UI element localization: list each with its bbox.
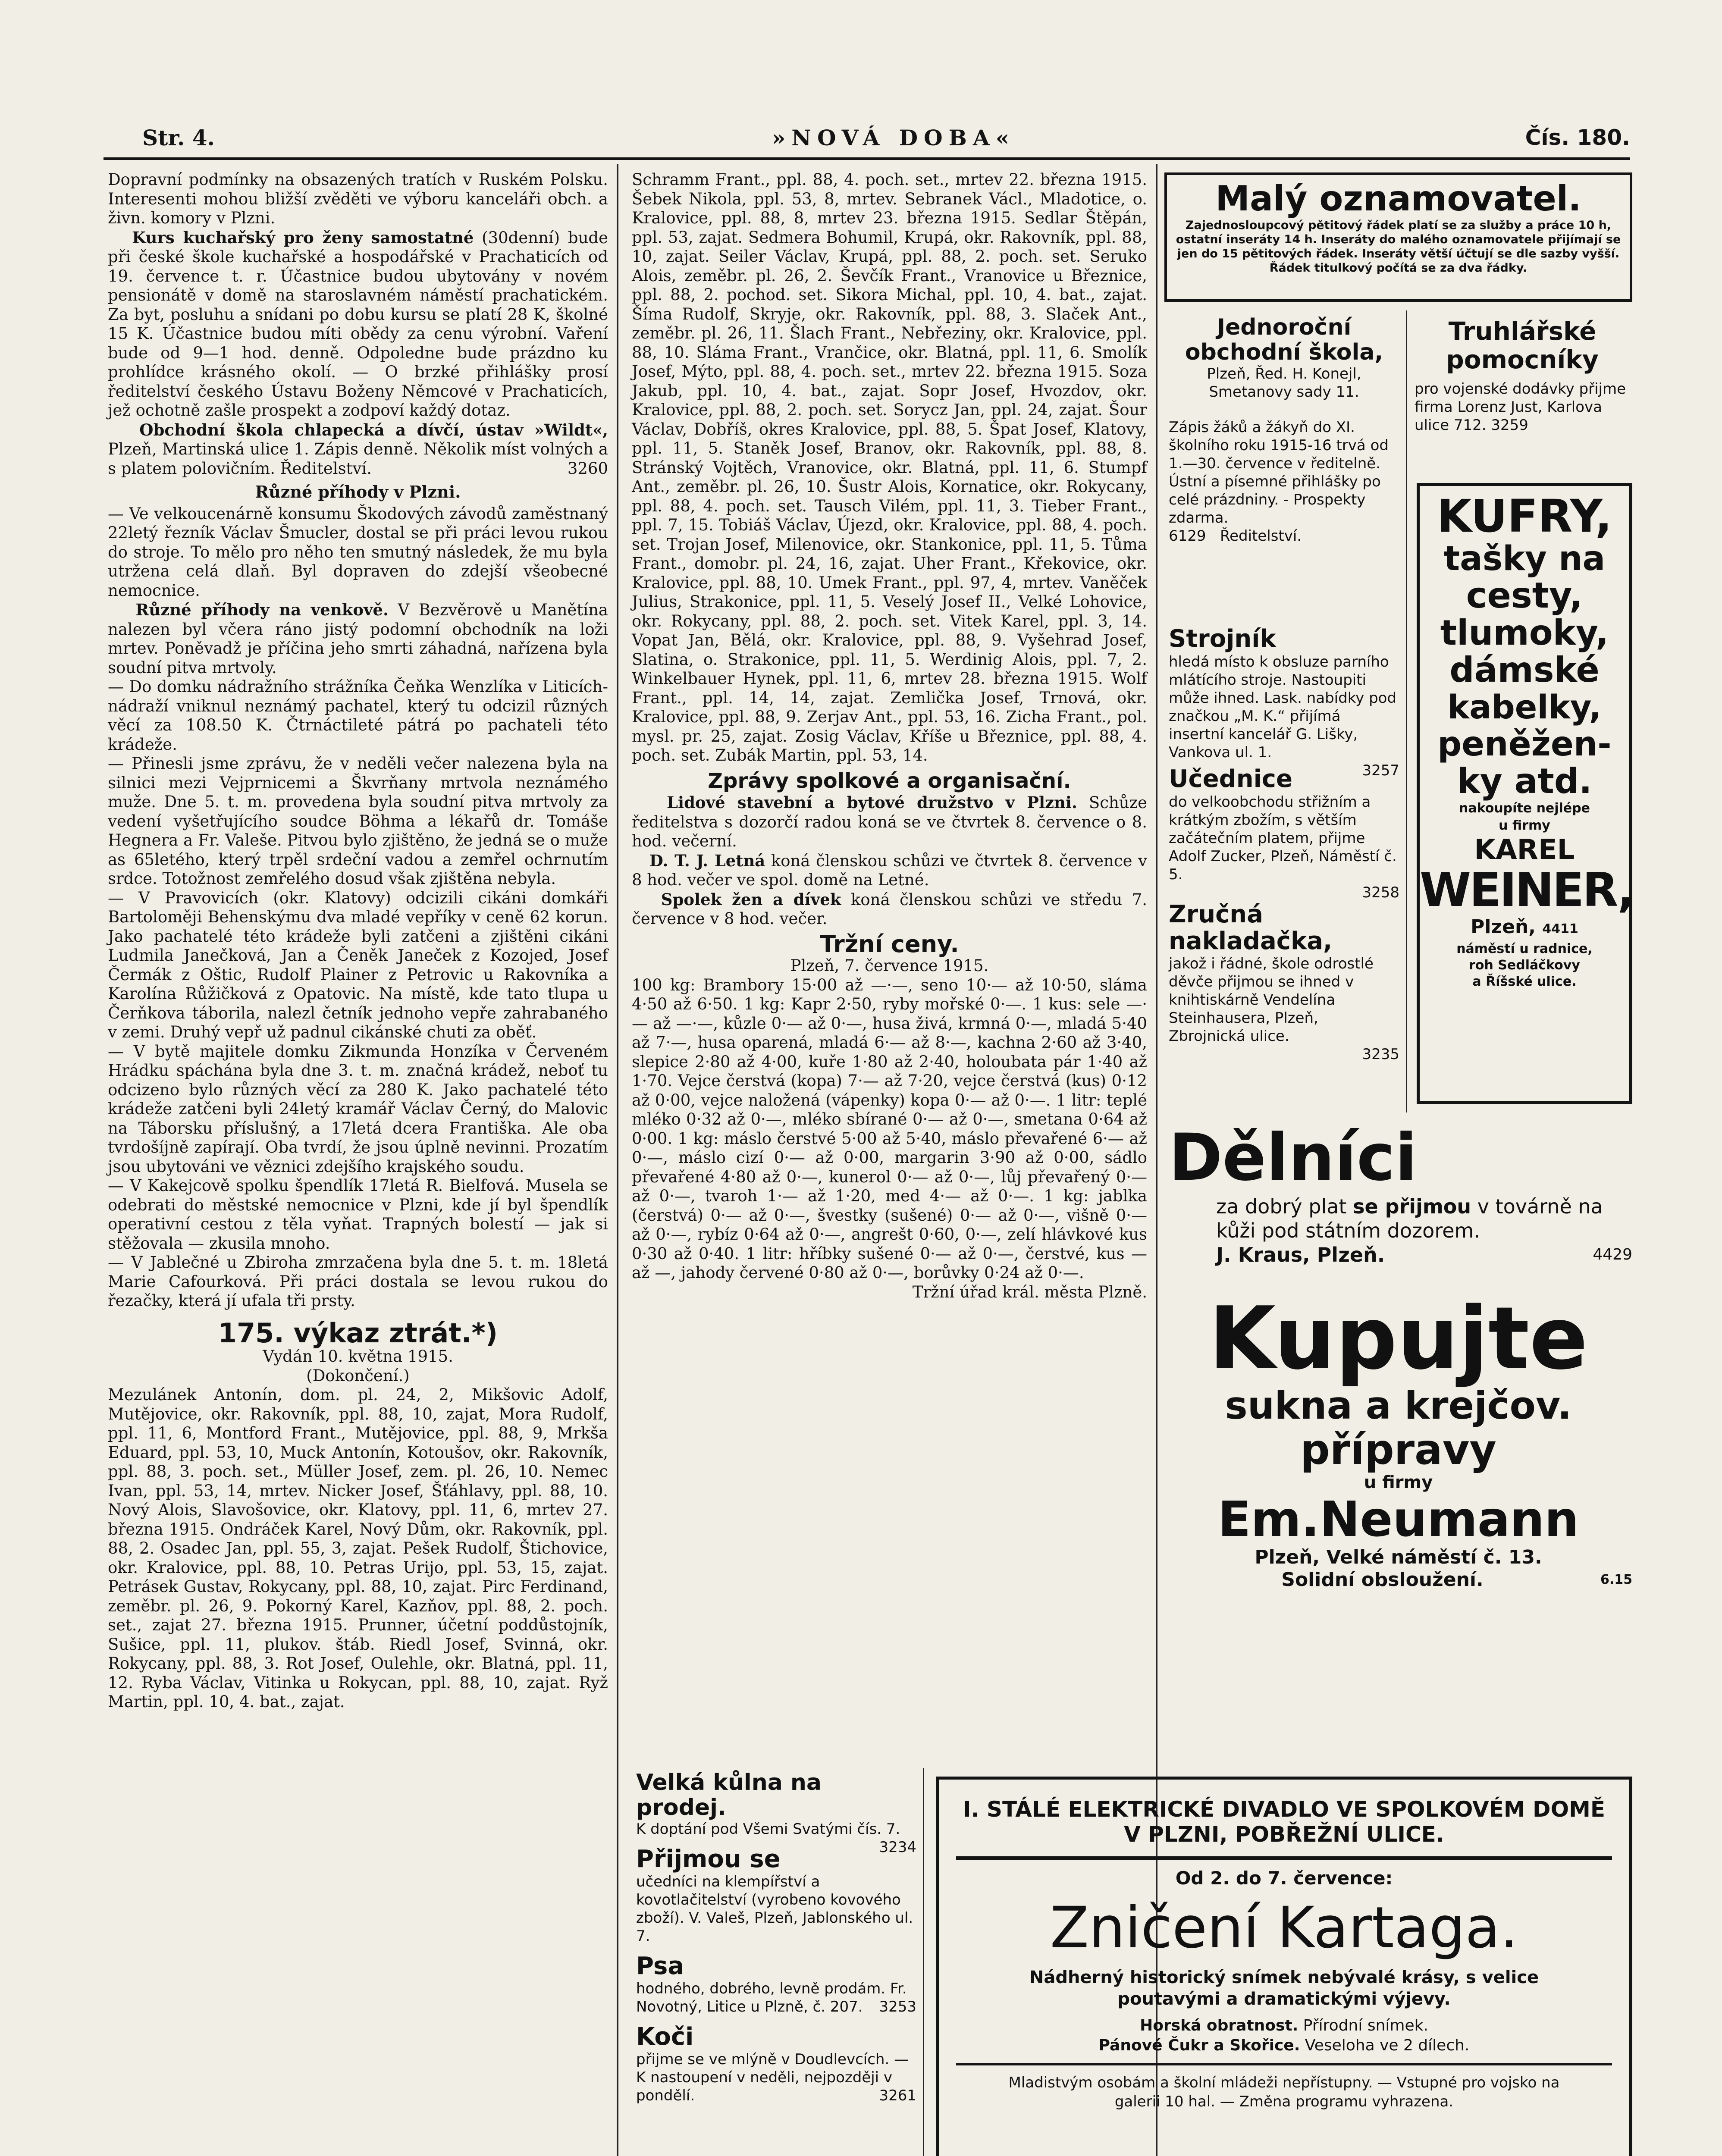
section-heading: Tržní ceny. (820, 930, 959, 958)
ad-cloth-neumann: Kupujte sukna a krejčov. přípravy u firmy Em.Neumann Plzeň, Velké náměstí č. 13. Solidní obsloužení. 6.15 (1208, 1288, 1632, 1591)
article-paragraph: — V Pravovicích (okr. Klatovy) odcizili cikáni domkáři Bartoloměji Behenskýmu dva mladé vepříky v ceně 62 korun. Jako pachatelé této krádeže byli zatčeni a zjištěni cikáni Ludmila Janečková, Jan a Čeněk Janeček z Kozojed, Josef Čermák z Oštic, Rudolf Plainer z Petrovic u Rakovníka a Karolína Růžičková z Opatovic. Na místě, kde tato tlupa u Čerňkova táborila, nalezl četník jednoho vepře zahrabaného v zemi. Druhý vepř už padnul cikánské chuti za oběť. (108, 888, 608, 1041)
page-number: Str. 4. (142, 125, 215, 150)
casualty-list: Mezulánek Antonín, dom. pl. 24, 2, Mikšovic Adolf, Mutějovice, okr. Rakovník, ppl. 88, 10, zajat, Mora Rudolf, ppl. 11, 6, Montford Frant., Mutějovice, ppl. 88, 9, Mrkša Eduard, ppl. 53, 10, Muck Antonín, Kotoušov, okr. Rakovník, ppl. 88, 3. poch. set., Müller Josef, zem. pl. 26, 10. Nemec Ivan, ppl. 53, 14, mrtev. Nicker Josef, Šťáhlavy, ppl. 88, 10. Nový Alois, Slavošovice, okr. Klatovy, ppl. 11, 6, mrtev 27. března 1915. Ondráček Karel, Nový Dům, okr. Rakovník, ppl. 88, 2. Osadec Jan, ppl. 55, 3, zajat. Pešek Rudolf, Štichovice, okr. Kralovice, ppl. 88, 10. Petras Urijo, ppl. 53, 15, zajat. Petrásek Gustav, Rokycany, ppl. 88, 10, zajat. Pirc Ferdinand, zeměbr. pl. 26, 9. Pokorný Karel, Kazňov, ppl. 88, 2. poch. set., zajat 27. března 1915. Prunner, účetní poddůstojník, Sušice, ppl. 11, plukov. štáb. Riedl Josef, Svinná, okr. Rokycany, ppl. 88, 3. Rot Josef, Oulehle, okr. Blatná, ppl. 11, 12. Ryba Václav, Vitinka u Rokycan, ppl. 88, 10, zajat. Ryž Martin, ppl. 10, 4. bat., zajat. (108, 1385, 608, 1711)
ad-book-folder: Zručná nakladačka, jakož i řádné, škole odrostlé děvče přijmou se ihned v knihtiskárně Vendelína Steinhausera, Plzeň, Zbrojnická ulice. 3235 (1169, 900, 1399, 1063)
column-divider (617, 164, 618, 2156)
issue-date: Vydán 10. května 1915. (263, 1347, 453, 1366)
column-1 (108, 170, 608, 1712)
market-date: Plzeň, 7. července 1915. (790, 956, 989, 975)
classified-header: Malý oznamovatel. Zajednosloupcový pětitový řádek platí se za služby a práce 10 h, ostatní inseráty 14 h. Inseráty do malého oznamovatele přijímají se jen do 15 pětitových řádek. Inseráty větší účtují se dle sazby vyšší. Řádek titulkový počítá se za dva řádky. (1164, 172, 1632, 302)
ad-divider (923, 1768, 924, 2156)
casualty-list: Schramm Frant., ppl. 88, 4. poch. set., mrtev 22. března 1915. Šebek Nikola, ppl. 53, 8, mrtev. Sebranek Václ., Mladotice, o. Kralovice, ppl. 88, 8, mrtev 23. března 1915. Sedlar Štěpán, ppl. 53, zajat. Sedmera Bohumil, Krupá, okr. Rakovník, ppl. 88, 10, zajat. Seiler Václav, Krupá, ppl. 88, 2. poch. set. Seruko Alois, zeměbr. pl. 26, 2. Ševčík Frant., Vranovice u Březnice, ppl. 88, 2. pochod. set. Sikora Michal, ppl. 10, 4. bat., zajat. Šíma Rudolf, Skryje, okr. Rakovník, ppl. 88, 3. Slaček Ant., zeměbr. pl. 26, 11. Šlach Frant., Nebřeziny, okr. Kralovice, ppl. 88, 10. Sláma Frant., Vrančice, okr. Blatná, ppl. 11, 6. Smolík Josef, Mýto, ppl. 88, 4. poch. set., mrtev 22. března 1915. Soza Jakub, ppl. 10, 4. bat., zajat. Sopr Josef, Hvozdov, okr. Kralovice, ppl. 88, 2. poch. set. Sorycz Jan, ppl. 24, zajat. Šour Václav, Dobříš, okres Kralovice, ppl. 88, 5. Špat Josef, Klatovy, ppl. 11, 5. Staněk Josef, Branov, okr. Rakovník, ppl. 88, 8. Stránský Vojtěch, Vranovice, okr. Blatná, ppl. 11, 6. Stumpf Ant., zeměbr. pl. 26, 10. Šustr Alois, Kornatice, okr. Rokycany, ppl. 88, 4. poch. set. Tausch Vilém, ppl. 11, 3. Tieber Frant., ppl. 7, 15. Tobiáš Václav, Újezd, okr. Kralovice, ppl. 88, 4. poch. set. Trojan Josef, Milenovice, okr. Stankonice, ppl. 11, 5. Tůma Frant., domobr. pl. 24, 16, zajat. Uher Frant., Křekovice, okr. Kralovice, ppl. 88, 10. Umek Frant., ppl. 97, 4, mrtev. Vaněček Julius, Strakonice, ppl. 11, 5. Veselý Josef II., Velké Lohovice, okr. Rokycany, ppl. 88, 2. poch. set. Vitek Karel, ppl. 3, 14. Vopat Jan, Bělá, okr. Kralovice, ppl. 88, 9. Vyšehrad Josef, Slatina, o. Strakonice, ppl. 11, 5. Werdinig Alois, ppl. 7, 2. Winkelbauer Hynek, ppl. 11, 6, mrtev 28. března 1915. Wolf Frant., ppl. 14, 14, zajat. Zemlička Josef, Trnová, okr. Kralovice, ppl. 88, 9. Zerjav Ant., ppl. 53, 16. Zicha Frant., pol. mysl. pr. 25, zajat. Zosig Václav, Kříše u Březnice, ppl. 88, 4. poch. set. Zubák Martin, ppl. 53, 14. (632, 170, 1147, 765)
continuation-note: (Dokončení.) (306, 1366, 410, 1385)
article-paragraph: — V bytě majitele domku Zikmunda Honzíka v Červeném Hrádku spáchána byla dne 3. t. m. značná krádež, neboť tu odcizeno bylo různých věcí za 280 K. Jako pachatelé této krádeže zatčeni byli 24letý kramář Václav Černý, do Malovic na Táborsku příslušný, a 17letá dcera Františka. Ale oba tvrdošíjně zapírají. Oba tvrdí, že jsou úplně nevinni. Prozatím jsou ubytováni ve věznici zdejšího krajského soudu. (108, 1042, 608, 1176)
ad-workers: Dělníci za dobrý plat se přijmou v továrně na kůži pod státním dozorem. J. Kraus, Plzeň. 4429 (1169, 1120, 1632, 1266)
small-ads (636, 1770, 916, 2105)
article-paragraph: — V Kakejcově spolku špendlík 17letá R. Bielfová. Musela se odebrati do městské nemocnice v Plzni, kde jí byl špendlík operativní cestou z těla vyňat. Trapných bolestí — jak si stěžovala — zkusila mnoho. (108, 1176, 608, 1253)
column-2 (632, 170, 1147, 1302)
article-paragraph: — Přinesli jsme zprávu, že v neděli večer nalezena byla na silnici mezi Vejprnicemi a Škvrňany mrtvola neznámého muže. Dne 5. t. m. provedena byla soudní pitva mrtvoly za vedení vyšetřujícího soudce Böhma a lékařů dr. Tomáše Hegnera a Fr. Valeše. Pitvou bylo zjištěno, že jedná se o muže as 65letého, který trpěl srdeční vadou a zemřel ochrnutím srdce. Totožnost zemřelého dosud však zjištěna nebyla. (108, 754, 608, 888)
ad-carpenters: Truhlářské pomocníky pro vojenské dodávky přijme firma Lorenz Just, Karlova ulice 712. 3259 (1415, 317, 1626, 434)
ad-ucednici: Přijmou se učedníci na klempířství a kovotlačitelství (vyrobeno kovového zboží). V. Valeš, Plzeň, Jablonského ul. 7. (636, 1845, 913, 1945)
article-paragraph: Různé příhody na venkově. V Bezvěrově u Manětína nalezen byl včera ráno jistý podomní obchodník na loži mrtev. Poněvadž je příčina jeho smrti záhadná, nařízena byla soudní pitva mrtvoly. (108, 600, 608, 677)
page-header (104, 125, 1630, 155)
ad-cinema: I. STÁLÉ ELEKTRICKÉ DIVADLO VE SPOLKOVÉM DOMĚ V PLZNI, POBŘEŽNÍ ULICE. Od 2. do 7. července: Zničení Kartaga. Nádherný historický snímek nebývalé krásy, s velice poutavými a dramatickými výjevy. Horská obratnost. Přírodní snímek. Pánové Čukr a Skořice. Veseloha ve 2 dílech. Mladistvým osobám a školní mládeži nepřístupny. — Vstupné pro vojsko na galerii 10 hal. — Změna programu vyhrazena. (936, 1777, 1632, 2156)
article-paragraph: Dopravní podmínky na obsazených tratích v Ruském Polsku. Interesenti mohou bližší zvěděti ve výboru kanceláři obch. a živn. komory v Plzni. (108, 170, 608, 227)
article-paragraph: Obchodní škola chlapecká a dívčí, ústav »Wildt«, Plzeň, Martinská ulice 1. Zápis denně. Několik míst volných a s platem polovičním. Ředitelství. 3260 (108, 420, 608, 478)
section-heading: Různé příhody v Plzni. (255, 482, 461, 501)
ad-kulna: Velká kůlna na prodej. K doptání pod Všemi Svatými čís. 7. 3234 (636, 1770, 916, 1856)
ad-divider (1406, 310, 1407, 1112)
ad-koci: Koči přijme se ve mlýně v Doudlevcích. — K nastoupení v neděli, nejpozději v pondělí. 3261 (636, 2023, 916, 2104)
market-prices: 100 kg: Brambory 15·00 až —·—, seno 10·— až 10·50, sláma 4·50 až 6·50. 1 kg: Kapr 2·50, ryby mořské 0·—. 1 kus: sele —·— až —·—, kůzle 0·— až 0·—, husa živá, krmná 0·—, mladá 5·40 až 7·—, husa oparená, mladá 6·— až 8·—, kachna 2·60 až 3·40, slepice 2·80 až 4·00, kuře 1·80 až 2·40, holoubata pár 1·40 až 1·70. Vejce čerstvá (kopa) 7·— až 7·20, vejce čerstvá (kus) 0·12 až 0·00, vejce naložená (vápenky) kopa 0·— až 0·—. 1 litr: teplé mléko 0·32 až 0·—, mléko sbírané 0·— až 0·—, smetana 0·64 až 0·00. 1 kg: máslo čerstvé 5·00 až 5·40, máslo převařené 6·— až 0·—, máslo cizí 0·— až 0·00, margarin 3·90 až 0·00, sádlo převařené 4·80 až 0·—, kunerol 0·— až 0·—, lůj převařený 0·— až 0·—, tvaroh 1·— až 1·20, med 4·— až 0·—. 1 kg: jablka (čerstvá) 0·— až 0·—, švestky (sušené) 0·— až 0·—, višně 0·— až 0·—, rybíz 0·64 až 0·—, angrešt 0·60, 0·—, zelí hlávkové kus 0·30 až 0·40. 1 litr: hříbky sušené 0·— až 0·—, čerstvé, kus — až —, jahody červené 0·80 až 0·—, borůvky 0·24 až 0·—. (632, 975, 1147, 1282)
article-paragraph: D. T. J. Letná koná členskou schůzi ve čtvrtek 8. července v 8 hod. večer ve spol. domě na Letné. (632, 851, 1147, 889)
article-paragraph: — Do domku nádražního strážníka Čeňka Wenzlíka v Liticích-nádraží vniknul neznámý pachatel, který tu odcizil různých věcí za 108.50 K. Čtrnáctileté pátrá po pachateli této krádeže. (108, 677, 608, 754)
ad-apprentice-girl: Učednice do velkoobchodu střižním a krátkým zbožím, s větším začátečním platem, přijme Adolf Zucker, Plzeň, Náměstí č. 5. 3258 (1169, 765, 1399, 901)
market-signature: Tržní úřad král. města Plzně. (912, 1282, 1147, 1301)
header-rule (104, 157, 1630, 160)
article-paragraph: — V Jablečné u Zbiroha zmrzačena byla dne 5. t. m. 18letá Marie Cafourková. Při práci dostala se levou rukou do řezačky, která jí ufala tři prsty. (108, 1253, 608, 1310)
ad-machinist: Strojník hledá místo k obsluze parního mlátícího stroje. Nastoupiti může ihned. Lask. nabídky pod značkou „M. K.“ přijímá insertní kancelář G. Lišky, Vankova ul. 1. 3257 (1169, 625, 1399, 779)
masthead-title: »NOVÁ DOBA« (772, 125, 1015, 150)
article-paragraph: Kurs kuchařský pro ženy samostatné (30denní) bude při české škole kuchařské a hospodářské v Prachaticích od 19. července t. r. Účastnice budou ubytovány v novém pensionátě v domě na staroslavném náměstí prachatickém. Za byt, posluhu a snídani po dobu kursu se platí 28 K, školné 15 K. Účastnice budou míti obědy za cenu výrobní. Vaření bude od 9—1 hod. denně. Odpoledne bude prázdno ku prohlídce krásného okolí. — O brzké přihlášky prosí ředitelství českého Ústavu Boženy Němcové v Prachaticích, jež ochotně zašle prospekt a zodpoví každý dotaz. (108, 228, 608, 420)
article-paragraph: — Ve velkoucenárně konsumu Škodových závodů zaměstnaný 22letý řezník Václav Šmucler, dostal se při práci levou rukou do stroje. To mělo pro něho ten smutný následek, že mu byla utržena celá dlaň. Byl dopraven do zdejší všeobecné nemocnice. (108, 504, 608, 600)
issue-number: Čís. 180. (1525, 125, 1630, 150)
casualty-list-title: 175. výkaz ztrát.*) (218, 1317, 498, 1349)
ad-psa: Psa hodného, dobrého, levně prodám. Fr. Novotný, Litice u Plzně, č. 207. 3253 (636, 1952, 916, 2015)
ad-suitcases: KUFRY, tašky na cesty, tlumoky, dámské kabelky, peněžen- ky atd. nakoupíte nejlépe u firmy KAREL WEINER, Plzeň, 4411 náměstí u radnice, roh Sedláčkovy a Říšské ulice. (1417, 483, 1632, 1104)
article-paragraph: Spolek žen a dívek koná členskou schůzi ve středu 7. července v 8 hod. večer. (632, 890, 1147, 928)
section-heading: Zprávy spolkové a organisační. (708, 768, 1071, 793)
ad-business-school: Jednoroční obchodní škola, Plzeň, Řed. H. Konejl, Smetanovy sady 11. Zápis žáků a žákyň do XI. školního roku 1915-16 trvá od 1.—30. července v ředitelně. Ústní a písemné přihlášky po celé prázdniny. - Prospekty zdarma. 6129 Ředitelství. (1169, 314, 1389, 545)
cinema-rule (956, 2063, 1612, 2065)
cinema-rule (956, 1856, 1612, 1860)
article-paragraph: Lidové stavební a bytové družstvo v Plzni. Schůze ředitelstva s dozorčí radou koná se ve čtvrtek 8. července o 8. hod. večerní. (632, 793, 1147, 850)
